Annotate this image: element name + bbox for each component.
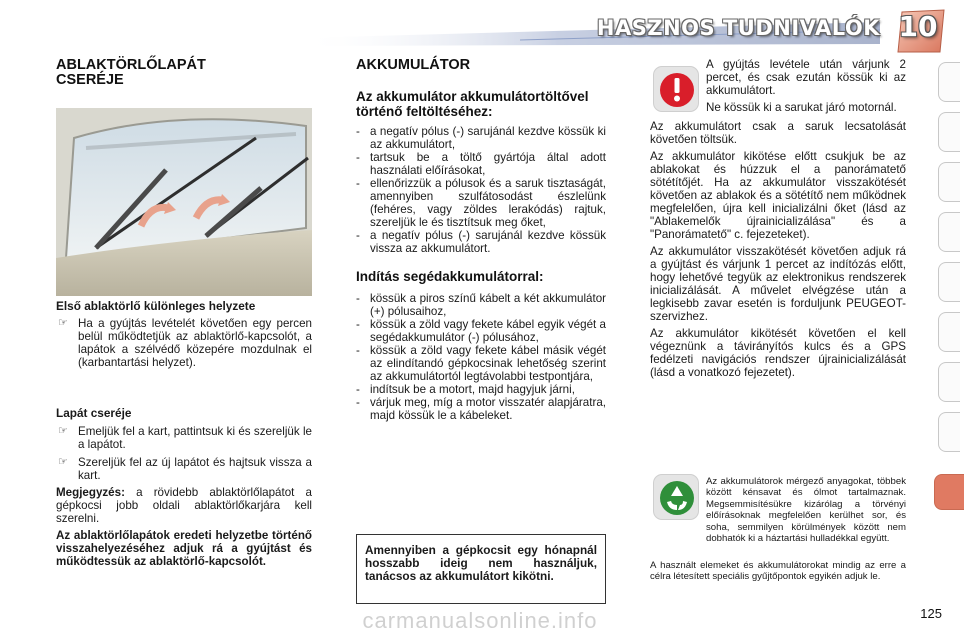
blade-change-heading: Lapát cseréje (56, 406, 132, 420)
special-position-heading: Első ablaktörlő különleges helyzete (56, 299, 256, 313)
wiper-instructions (56, 300, 312, 568)
windscreen-image (56, 108, 312, 296)
charge-steps (356, 125, 606, 255)
info-paragraph: Az akkumulátor kikötését követően el kell végeznünk a távirányítós kulcs és a GPS fedélzeti navigációs rendszer újrainicializálását (lásd a vonatkozó fejezetet). (650, 327, 906, 379)
pointing-hand-icon: ☞ (58, 425, 68, 437)
page-number: 125 (920, 606, 942, 621)
blade-change-bullet: ☞ Emeljük fel a kart, pattintsuk ki és szereljük le a lapátot. (58, 425, 312, 451)
chapter-tab[interactable] (938, 62, 960, 102)
jumpstart-steps (356, 292, 606, 422)
list-item: - kössük a piros színű kábelt a két akkumulátor (+) pólusaihoz, (356, 292, 606, 318)
info-paragraph: Az akkumulátor kikötése előtt csukjuk be az ablakokat és húzzuk el a panorámatető sötétítőjét. Ha az akkumulátor visszakötését követően az ablakok és a sötétítő nem működnek megfelelően, újra kell inicializálni őket (lásd az "Ablakemelők újrainicializálása" és a "Panorámatető" c. fejezeteket). (650, 150, 906, 241)
eco-text-top (706, 476, 906, 545)
jumpstart-heading: Indítás segédakkumulátorral: (356, 269, 544, 284)
section-title-battery: AKKUMULÁTOR (356, 57, 471, 73)
list-item: - kössük a zöld vagy fekete kábel másik végét az elindítandó gépkocsinak lehetőség szerint az akkumulátortól legtávolabbi testpontjára, (356, 344, 606, 383)
disconnect-notice: Amennyiben a gépkocsit egy hónapnál hosszabb ideig nem használjuk, tanácsos az akkumulátort kikötni. (365, 543, 597, 583)
list-item: - várjuk meg, míg a motor visszatér alapjáratra, majd kössük le a kábeleket. (356, 396, 606, 422)
chapter-tab-active[interactable] (934, 474, 964, 510)
note-paragraph: Megjegyzés: a rövidebb ablaktörlőlapátot a gépkocsi jobb oldali ablaktörlőkarjára kell szerelni. (56, 486, 312, 525)
chapter-tab[interactable] (938, 412, 960, 452)
blade-change-bullet: ☞ Szereljük fel az új lapátot és hajtsuk vissza a kart. (58, 456, 312, 482)
list-item: - a negatív pólus (-) sarujánál kezdve kössük ki az akkumulátort, (356, 125, 606, 151)
battery-notes (650, 58, 906, 379)
list-item: - kössük a zöld vagy fekete kábel egyik végét a segédakkumulátor (-) pólusához, (356, 318, 606, 344)
recycle-eco-icon (654, 475, 700, 521)
bold-note: Az ablaktörlőlapátok eredeti helyzetbe történő visszahelyezéséhez adjuk rá a gyújtást és működtessük az ablaktörlő-kapcsolót. (56, 529, 312, 568)
eco-text-bottom (650, 522, 906, 583)
eco-disposal-paragraph: A használt elemeket és akkumulátorokat mindig az erre a célra létesített speciális gyűjtőpontok egyikén adjuk le. (650, 560, 906, 583)
chapter-tabs (934, 62, 960, 622)
chapter-number: 10 (898, 10, 938, 43)
list-item: - indítsuk be a motort, majd hagyjuk járni, (356, 383, 575, 396)
windscreen-wiper-illustration (56, 108, 312, 296)
pointing-hand-icon: ☞ (58, 456, 68, 468)
warning-paragraph: Ne kössük ki a sarukat járó motornál. (706, 101, 897, 114)
chapter-tab[interactable] (938, 262, 960, 302)
list-item: - a negatív pólus (-) sarujánál kezdve kössük vissza az akkumulátort. (356, 229, 606, 255)
chapter-tab[interactable] (938, 212, 960, 252)
info-paragraph: Az akkumulátort csak a saruk lecsatolását követően töltsük. (650, 120, 906, 146)
charge-heading: Az akkumulátor akkumulátortöltővel történő feltöltéséhez: (356, 89, 589, 119)
chapter-tab[interactable] (938, 112, 960, 152)
chapter-tab[interactable] (938, 362, 960, 402)
section-title-wiper: ABLAKTÖRLŐLAPÁT CSERÉJE (56, 57, 206, 88)
pointing-hand-icon: ☞ (58, 317, 68, 329)
chapter-tab[interactable] (938, 162, 960, 202)
list-item: - ellenőrizzük a pólusok és a saruk tisztaságát, amennyiben szulfátosodást észlelünk (fehéres, vagy zöldes lerakódás) rajtuk, szereljük le és tisztítsuk meg őket, (356, 177, 606, 229)
warning-paragraph: A gyújtás levétele után várjunk 2 percet, és csak ezután kössük ki az akkumulátort. (706, 58, 906, 97)
page-header (0, 0, 960, 56)
disconnect-notice-box (356, 534, 606, 604)
battery-section (356, 58, 606, 422)
note-label: Megjegyzés: (56, 486, 125, 499)
watermark: carmanualsonline.info (362, 608, 598, 633)
info-paragraph: Az akkumulátor visszakötését követően adjuk rá a gyújtást és várjunk 1 percet az indítózás előtt, hogy lehetővé tegyük az elektronikus rendszerek inicializálását. A művelet elvégzése után a legkisebb zavar esetén is forduljunk PEUGEOT-szervizhez. (650, 245, 906, 323)
chapter-tab[interactable] (938, 312, 960, 352)
list-item: - tartsuk be a töltő gyártója által adott használati előírásokat, (356, 151, 606, 177)
page-title: HASZNOS TUDNIVALÓK (596, 16, 880, 40)
eco-icon-box (653, 474, 699, 520)
eco-paragraph: Az akkumulátorok mérgező anyagokat, többek között kénsavat és ólmot tartalmaznak. Megsemmisítésükre kizárólag a törvényi előírásoknak megfelelően kerülhet sor, és soha, semmilyen körülmények között nem dobhatók ki a háztartási hulladékkal együtt. (706, 476, 906, 545)
special-position-bullet: ☞ Ha a gyújtás levételét követően egy percen belül működtetjük az ablaktörlő-kapcsolót, a lapátok a szélvédő közepére mozdulnak el (karbantartási helyzet). (58, 317, 312, 369)
wiper-blade-section (56, 58, 312, 88)
